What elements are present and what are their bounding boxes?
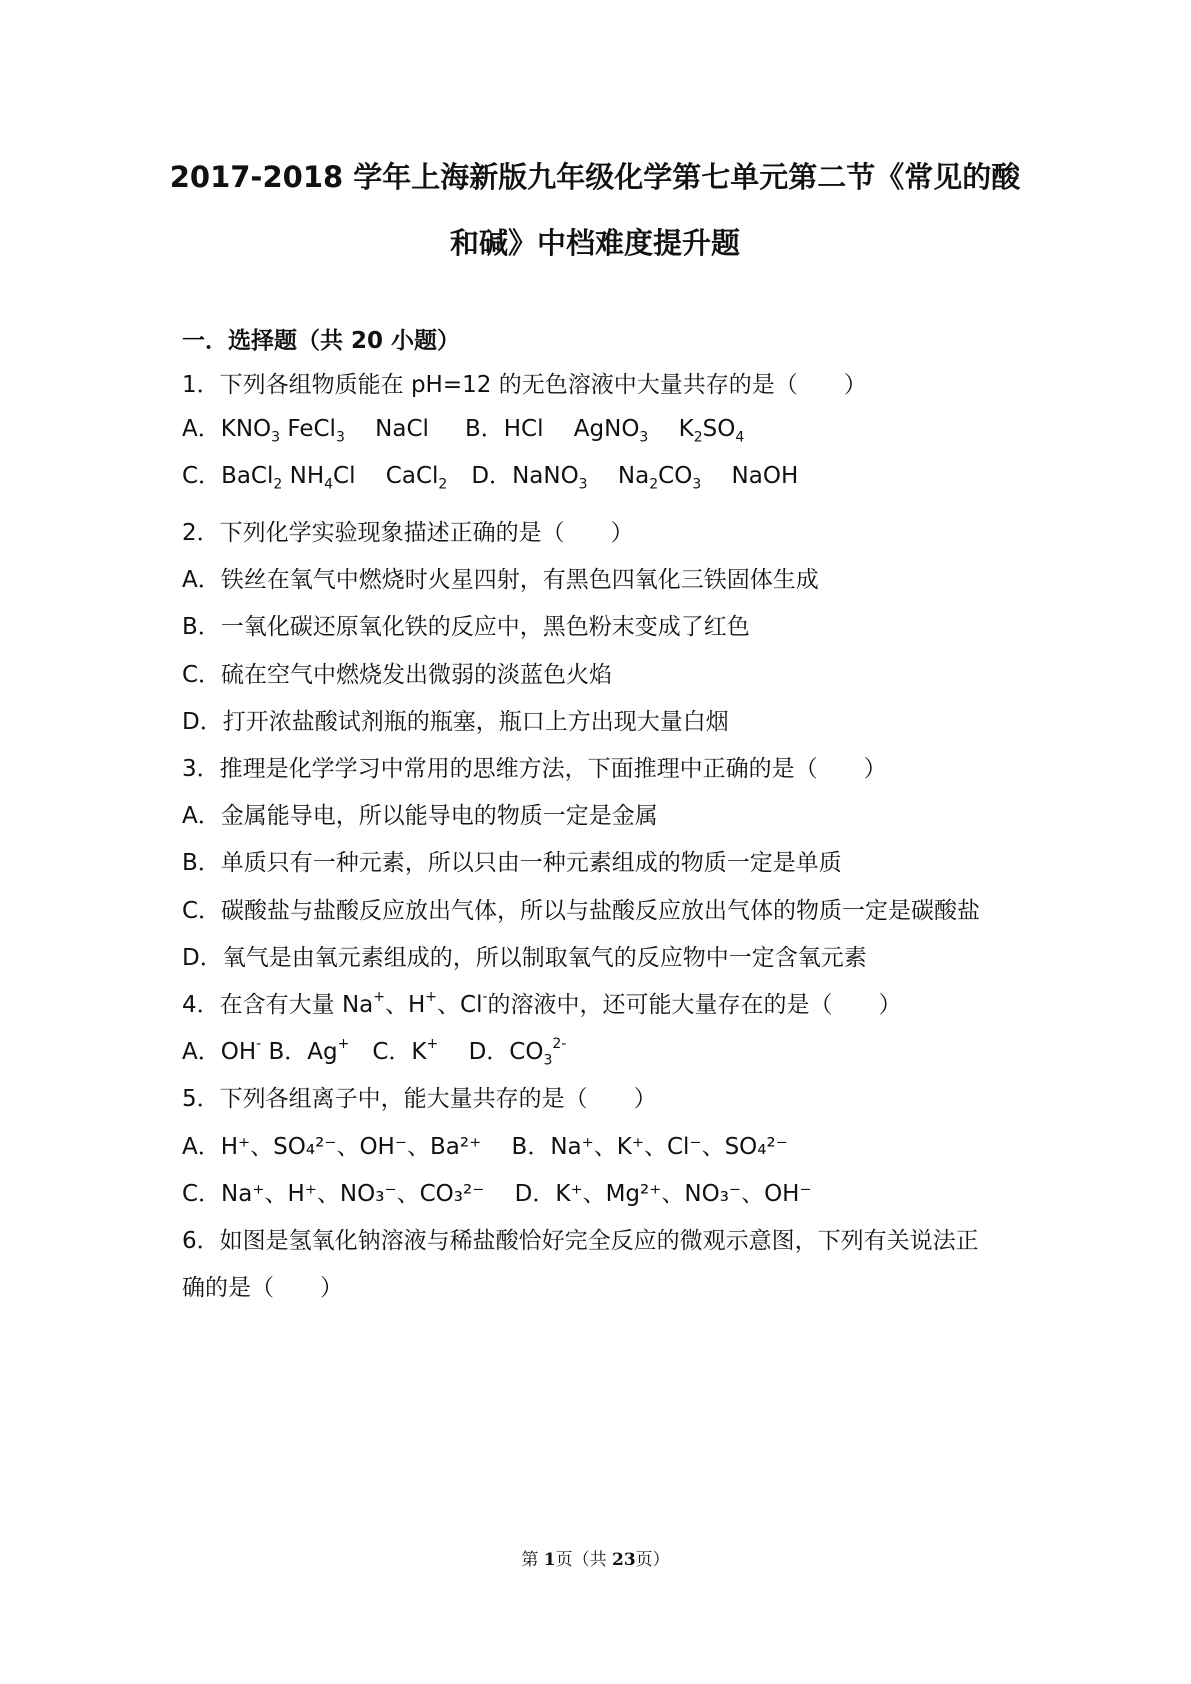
- q1-options-cd: C．BaCl$_2$ $NH_4Cl$ CaCl$_2$ D．NaNO$_3$ $Na_2CO_3$ NaOH: [182, 463, 799, 493]
- q3-option-c: C．碳酸盐与盐酸反应放出气体，所以与盐酸反应放出气体的物质一定是碳酸盐: [182, 898, 981, 924]
- q1-stem: 1．下列各组物质能在 pH=12 的无色溶液中大量共存的是（ ）: [182, 372, 867, 398]
- q6-stem-line-2: 确的是（ ）: [182, 1275, 343, 1301]
- page-footer: 第 1页（共 23页）: [521, 1550, 670, 1570]
- q3-stem: 3．推理是化学学习中常用的思维方法，下面推理中正确的是（ ）: [182, 756, 887, 782]
- q5-options-cd: C．Na⁺、H⁺、NO₃⁻、CO₃²⁻ D．K⁺、Mg²⁺、NO₃⁻、OH⁻: [182, 1181, 812, 1207]
- q3-option-d: D．氧气是由氧元素组成的，所以制取氧气的反应物中一定含氧元素: [182, 945, 867, 971]
- q4-options: A．OH- B．Ag+ C．K+ D．$CO_3^{2-}$: [182, 1036, 567, 1069]
- q5-stem: 5．下列各组离子中，能大量共存的是（ ）: [182, 1086, 657, 1112]
- q1-options-ab: A．$KNO_3$ FeCl$_3$ NaCl B．HCl AgNO$_3$ $K_2SO_4$: [182, 416, 745, 446]
- q2-option-d: D．打开浓盐酸试剂瓶的瓶塞，瓶口上方出现大量白烟: [182, 709, 729, 735]
- section-heading: 一．选择题（共 20 小题）: [182, 328, 461, 354]
- q2-stem: 2．下列化学实验现象描述正确的是（ ）: [182, 520, 634, 546]
- q2-option-c: C．硫在空气中燃烧发出微弱的淡蓝色火焰: [182, 662, 613, 688]
- title-line-2: 和碱》中档难度提升题: [449, 226, 740, 260]
- q3-option-b: B．单质只有一种元素，所以只由一种元素组成的物质一定是单质: [182, 850, 842, 876]
- q2-option-b: B．一氧化碳还原氧化铁的反应中，黑色粉末变成了红色: [182, 614, 750, 640]
- q2-option-a: A．铁丝在氧气中燃烧时火星四射，有黑色四氧化三铁固体生成: [182, 567, 819, 593]
- q6-stem-line-1: 6．如图是氢氧化钠溶液与稀盐酸恰好完全反应的微观示意图，下列有关说法正: [182, 1228, 979, 1254]
- page-number: 1: [543, 1550, 556, 1570]
- q5-options-ab: A．H⁺、SO₄²⁻、OH⁻、Ba²⁺ B．Na⁺、K⁺、Cl⁻、SO₄²⁻: [182, 1134, 788, 1160]
- document-title: [150, 144, 1040, 276]
- page-total: 23: [611, 1550, 636, 1570]
- q3-option-a: A．金属能导电，所以能导电的物质一定是金属: [182, 803, 658, 829]
- q4-stem: 4．在含有大量 Na+、H+、Cl-的溶液中，还可能大量存在的是（ ）: [182, 989, 902, 1018]
- title-line-1: 2017-2018 学年上海新版九年级化学第七单元第二节《常见的酸: [169, 160, 1021, 194]
